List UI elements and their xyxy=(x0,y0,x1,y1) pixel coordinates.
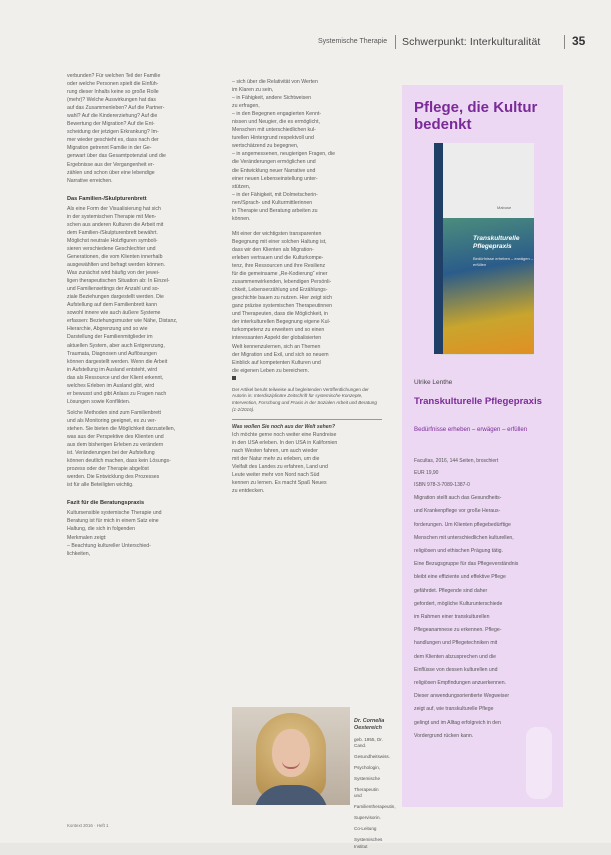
text-line: zeigt auf, wie transkulturelle Pflege xyxy=(414,706,494,713)
text-line: gefordert, mögliche Kulturunterschiede xyxy=(414,600,503,607)
text-line: tenz, ihre Ressourcen und ihre Resilienz xyxy=(232,263,326,270)
text-line: religiösen und ethischen Prägung tätig. xyxy=(414,547,503,554)
text-line: die eigenen Leben zu bereichern. xyxy=(232,367,310,374)
text-line: handlungen und Pflegetechniken mit xyxy=(414,640,498,647)
text-line: ist für alle Beteiligten wichtig. xyxy=(67,482,134,489)
section-body xyxy=(67,509,219,541)
list-item: können. xyxy=(232,215,251,222)
bullet-list xyxy=(232,78,382,223)
text-line: geschichte bauen zu nutzen. Hier zeigt sich xyxy=(232,295,333,302)
text-line: Begegnung mit einer solchen Haltung ist, xyxy=(232,238,327,245)
text-line: und als Monitoring geeignet, es zu ver- xyxy=(67,417,157,424)
list-item: – sich über die Relativität von Werten xyxy=(232,79,318,85)
text-line: ziale Beziehungen dargestellt werden. Die xyxy=(67,294,164,301)
text-line: Möglichst neutrale Holzfiguren symboli- xyxy=(67,237,158,244)
text-line: rung dieser Inhalts keine so große Rolle xyxy=(67,89,159,96)
list-item: – in angemessenen, neugierigen Fragen, die xyxy=(232,151,335,158)
text-line: nach Westen fahren, um auch wieder xyxy=(232,448,318,455)
bullet-list xyxy=(67,542,219,558)
text-line: Als eine Form der Visualisierung hat sich xyxy=(67,205,161,212)
author-bio xyxy=(354,736,396,851)
text-line: geb. 1955, Dr. Cand. xyxy=(354,736,383,748)
list-item: wertschätzend zu begegnen, xyxy=(232,143,299,150)
text-line: Leute weiter mehr von Nord nach Süd xyxy=(232,472,320,479)
text-line: Einflüsse von dessen kulturellen und xyxy=(414,666,498,673)
text-line: in der systemischen Therapie mit Men- xyxy=(67,213,157,220)
book-title: Transkulturelle Pflegepraxis xyxy=(414,396,542,407)
list-item: einer neuen Lebenseinstellung unter- xyxy=(232,175,318,182)
text-line: mer wieder geschieht es, dass nach der xyxy=(67,137,159,144)
text-line: gefährdet. Pflegende sind daher xyxy=(414,587,488,594)
author-name: Dr. Cornelia Oestereich xyxy=(354,718,385,731)
text-line: Solche Methoden sind zum Familienbrett xyxy=(67,409,161,416)
text-line: oder welche Personen spielt die Einfüh- xyxy=(67,81,159,88)
text-line: Vielfalt des Landes zu erfahren, Land und xyxy=(232,464,328,471)
text-line: Facultas, 2016, 144 Seiten, broschiert xyxy=(414,458,499,464)
text-line: mit der Natur mehr zu erleben, um die xyxy=(232,456,320,463)
text-line: stehen. Sie bieten die Möglichkeit darzustellen, xyxy=(67,425,176,432)
book-cover-image xyxy=(434,143,534,356)
text-line: turkompetenz zu erweitern und so einen xyxy=(232,327,325,334)
text-line: scheidung der jetzigen Erkrankung? Im- xyxy=(67,129,159,136)
text-line: bleibt eine effiziente und effektive Pflege xyxy=(414,574,506,581)
cover-title: Transkulturelle Pflegepraxis xyxy=(473,235,520,250)
text-line: dass wir den Klienten als Migration- xyxy=(232,246,314,253)
list-item: turellen Hintergrund respektvoll und xyxy=(232,135,314,142)
text-line: Darstellung der Familienmitglieder im xyxy=(67,334,153,341)
list-item: – in Fähigkeit, andere Sichtweisen xyxy=(232,95,312,102)
text-line: und Familiensettings der Anzahl und so- xyxy=(67,286,160,293)
text-line: ausgewählten und befragt werden können. xyxy=(67,262,166,269)
text-line: sieren verschiedene Geschlechter und xyxy=(67,245,156,252)
text-line: im Rahmen einer transkulturellen xyxy=(414,613,490,620)
text-line: Welt kennenzulernen, sich an Themen xyxy=(232,343,321,350)
text-line: zusammenwirkenden, lebendigen Persönli- xyxy=(232,279,332,286)
text-line: werden. Die Entwicklung des Prozesses xyxy=(67,474,160,481)
text-line: der Migration und Exil, und sich so neuem xyxy=(232,351,329,358)
text-line: ganz präzise systemischen Therapeutinnen xyxy=(232,303,332,310)
text-line: schen aus anderen Kulturen die Arbeit mit xyxy=(67,221,164,228)
text-line: prozess oder der Therapie abgelöst xyxy=(67,466,149,473)
text-line: erleben vertrauen und die Kulturkompe- xyxy=(232,254,324,261)
text-line: Kultursensible systemische Therapie und xyxy=(67,510,162,517)
text-line: dem Familien-/Skulpturenbrett bewährt. xyxy=(67,229,158,236)
section-heading: Fazit für die Beratungspraxis xyxy=(67,500,145,507)
text-line: Generationen, die vom Klienten innerhalb xyxy=(67,253,163,260)
text-line: Narrative erreichen. xyxy=(67,177,113,184)
text-line: welches Erleben im Ausland gibt, wird xyxy=(67,382,155,389)
source-note-citation: Interdisziplinäre Zeitschrift für systemische Konzepte, Intervention, Forschung und Praxis in der Sozialen Arbeit und Beratung (1-2/2016). xyxy=(232,393,377,412)
text-line: Therapeutin und xyxy=(354,787,379,799)
list-item: lichkeiten, xyxy=(67,550,91,557)
text-line: gelingt und im Alltag erfolgreich in den xyxy=(414,719,501,726)
list-item: die Veränderungen ermöglichen und xyxy=(232,159,316,166)
text-line: Einblick auf kompetenten Kulturen und xyxy=(232,359,321,366)
text-line: der interkulturellen Begegnung eigene Kul- xyxy=(232,319,331,326)
text-line: Supervisorin. xyxy=(354,815,381,821)
section-body xyxy=(67,205,219,406)
text-line: Ergebnisse aus der Vergangenheit er- xyxy=(67,161,155,168)
intro-paragraph xyxy=(67,72,219,185)
text-line: Was zunächst wird häufig von der jewei- xyxy=(67,270,160,277)
interview-question: Was wollen Sie noch aus der Welt sehen? xyxy=(232,419,382,431)
book-subtitle: Bedürfnisse erheben – erwägen – erfüllen xyxy=(414,426,528,433)
text-line: ist. Veränderungen bei der Aufstellung xyxy=(67,450,155,457)
text-line: Pflegeanamnese zu erkennen. Pflege- xyxy=(414,627,502,634)
text-line: Systemische xyxy=(354,776,381,781)
text-line: Menschen mit unterschiedlichen kulturellen, xyxy=(414,534,514,541)
text-line: erfassen: Beziehungsmuster wie Nähe, Distanz, xyxy=(67,318,178,325)
text-line: auf das Zusammenleben? Auf die Partner- xyxy=(67,105,165,112)
text-line: aktuellen System, aber auch Entgrenzung, xyxy=(67,342,165,349)
book-front xyxy=(443,143,534,354)
source-note-text: Der Artikel beruht teilweise auf begleitenden Veröffentlichungen der Autorin in: xyxy=(232,386,369,399)
text-line: dem Klienten abzusprechen und die xyxy=(414,653,497,660)
text-line: Systemisches Institut xyxy=(354,837,383,849)
text-line: Co-Leitung xyxy=(354,826,377,832)
list-item: Menschen mit unterschiedlichen kul- xyxy=(232,127,316,134)
article-column-1 xyxy=(67,72,219,558)
text-line: sowohl innere wie auch äußere Systeme xyxy=(67,310,161,317)
text-line: können deutlich machen, dass kein Lösungs- xyxy=(67,458,171,465)
list-item: – Beachtung kultureller Unterschied- xyxy=(67,542,151,549)
book-review-sidebar xyxy=(402,85,563,807)
text-line: forderungen. Um Klienten pflegebedürftige xyxy=(414,521,511,528)
text-line: Ich möchte gerne noch weiter eine Rundreise xyxy=(232,432,337,439)
text-line: kennen zu lernen. Es macht Spaß Neues xyxy=(232,480,327,487)
text-line: zu entdecken. xyxy=(232,488,265,495)
list-item: – in der Fähigkeit, mit Dolmetscherin- xyxy=(232,191,318,198)
author-photo xyxy=(232,707,350,805)
book-author: Ulrike Lenthe xyxy=(414,379,453,386)
text-line: ISBN 978-3-7089-1387-0 xyxy=(414,481,470,488)
list-item: stützen, xyxy=(232,183,251,190)
text-line: Mit einer der wichtigsten transparenten xyxy=(232,230,322,237)
list-item: im Klaren zu sein, xyxy=(232,87,274,94)
text-line: was aus der Perspektive des Klienten und xyxy=(67,434,164,441)
list-item: – in den Begegnen engagierten Kennt- xyxy=(232,111,322,118)
text-line: (mehr)? Welche Auswirkungen hat das xyxy=(67,97,156,104)
interview-answer xyxy=(232,431,382,495)
text-line: Migration getrennt Familie in der Ge- xyxy=(67,145,152,152)
cover-publisher: Mabuse xyxy=(497,205,512,210)
text-line: in Aufstellung im Ausland entsteht, wird xyxy=(67,366,157,373)
list-item: in Therapie und Beratung arbeiten zu xyxy=(232,207,318,214)
text-line: interessanten Aspekt der globalisierten xyxy=(232,335,322,342)
text-line: wahl? Auf die Kindererziehung? Auf die xyxy=(67,113,158,120)
text-line: ligen therapeutischen Situation ab: In Einzel- xyxy=(67,278,170,285)
text-line: er bewusst und gibt Anlass zu Fragen nach xyxy=(67,390,167,397)
text-line: Bewertung der Migration? Auf die Ent- xyxy=(67,121,155,128)
text-line: Gesundheitswiss. xyxy=(354,754,391,759)
text-line: Psychologin, xyxy=(354,765,381,770)
header-divider xyxy=(564,35,565,49)
text-line: und Krankenpflege vor große Heraus- xyxy=(414,508,501,515)
text-line: zählen und schon über eine lebendige xyxy=(67,169,155,176)
list-item: zu erfragen, xyxy=(232,103,260,110)
text-line: Aufstellung auf dem Familienbrett kann xyxy=(67,302,157,309)
text-line: Haltung, die sich in folgenden xyxy=(67,526,136,533)
text-line: Traumata, Diagnosen und Auflösungen xyxy=(67,350,157,357)
text-line: Familientherapeutin, xyxy=(354,804,396,810)
text-line: Hierarchie, Abgrenzung und so wie xyxy=(67,326,148,333)
page-header xyxy=(0,32,611,52)
header-divider xyxy=(395,35,396,49)
author-info xyxy=(354,718,396,855)
list-item: nen/Sprach- und Kulturmittlerinnen xyxy=(232,199,313,206)
source-note xyxy=(232,387,382,413)
text-line: Eine Bezugsgruppe für das Pflegeverständnis xyxy=(414,561,519,568)
text-line: Dieser anwendungsorientierte Wegweiser xyxy=(414,693,510,700)
section-heading: Das Familien-/Skulpturenbrett xyxy=(67,195,147,202)
sidebar-heading: Pflege, die Kultur bedenkt xyxy=(414,99,538,133)
list-item: nissen und Neugier, die es ermöglicht, xyxy=(232,119,320,126)
text-line: Vordergrund rücken kann. xyxy=(414,732,474,739)
book-metadata xyxy=(414,453,554,493)
decorative-shape xyxy=(526,727,552,799)
text-line: verbunden? Für welchen Teil der Familie xyxy=(67,73,161,79)
cover-top-band xyxy=(443,143,534,218)
text-line: Lösungen sowie Konflikten. xyxy=(67,398,131,405)
text-line: Beratung ist für mich in einem Satz eine xyxy=(67,518,159,525)
text-line: und Therapeuten, dass die Möglichkeit, in xyxy=(232,311,328,318)
section-label: Systemische Therapie xyxy=(318,38,388,45)
text-line: religiösen Empfindungen anzuerkennen. xyxy=(414,679,507,686)
topic-title: Schwerpunkt: Interkulturalität xyxy=(402,36,541,48)
text-line: Migration stellt auch das Gesundheits- xyxy=(414,495,502,502)
text-line: Merkmalen zeigt: xyxy=(67,534,107,541)
list-item: die Entwicklung neuer Narrative und xyxy=(232,167,316,174)
end-mark xyxy=(232,375,382,383)
book-description xyxy=(414,489,558,745)
text-line: chkeit, Lebenserzählung und Erzählungs- xyxy=(232,287,328,294)
text-line: genwart über das Gesamtpotenzial und die xyxy=(67,153,166,160)
cover-subtitle: Bedürfnisse erheben – erwägen – erfüllen xyxy=(473,256,534,267)
text-line: für die gemeinsame „Re-Kodierung“ einer xyxy=(232,271,328,278)
page-footer: Kontext 2016 · Heft 1 xyxy=(67,823,109,828)
section-body xyxy=(67,409,219,489)
text-line: können dargestellt werden. Wenn die Arbeit xyxy=(67,358,168,365)
page-number: 35 xyxy=(572,34,586,48)
closing-paragraph xyxy=(232,230,382,375)
photo-face xyxy=(272,729,310,777)
text-line: EUR 19,90 xyxy=(414,469,439,476)
text-line: das als Ressource und der Klient erkennt, xyxy=(67,374,164,381)
article-column-2 xyxy=(232,78,382,496)
text-line: aus dem bisherigen Erleben zu verändern xyxy=(67,442,164,449)
text-line: in den USA erleben. In den USA in Kalifornien xyxy=(232,440,338,447)
